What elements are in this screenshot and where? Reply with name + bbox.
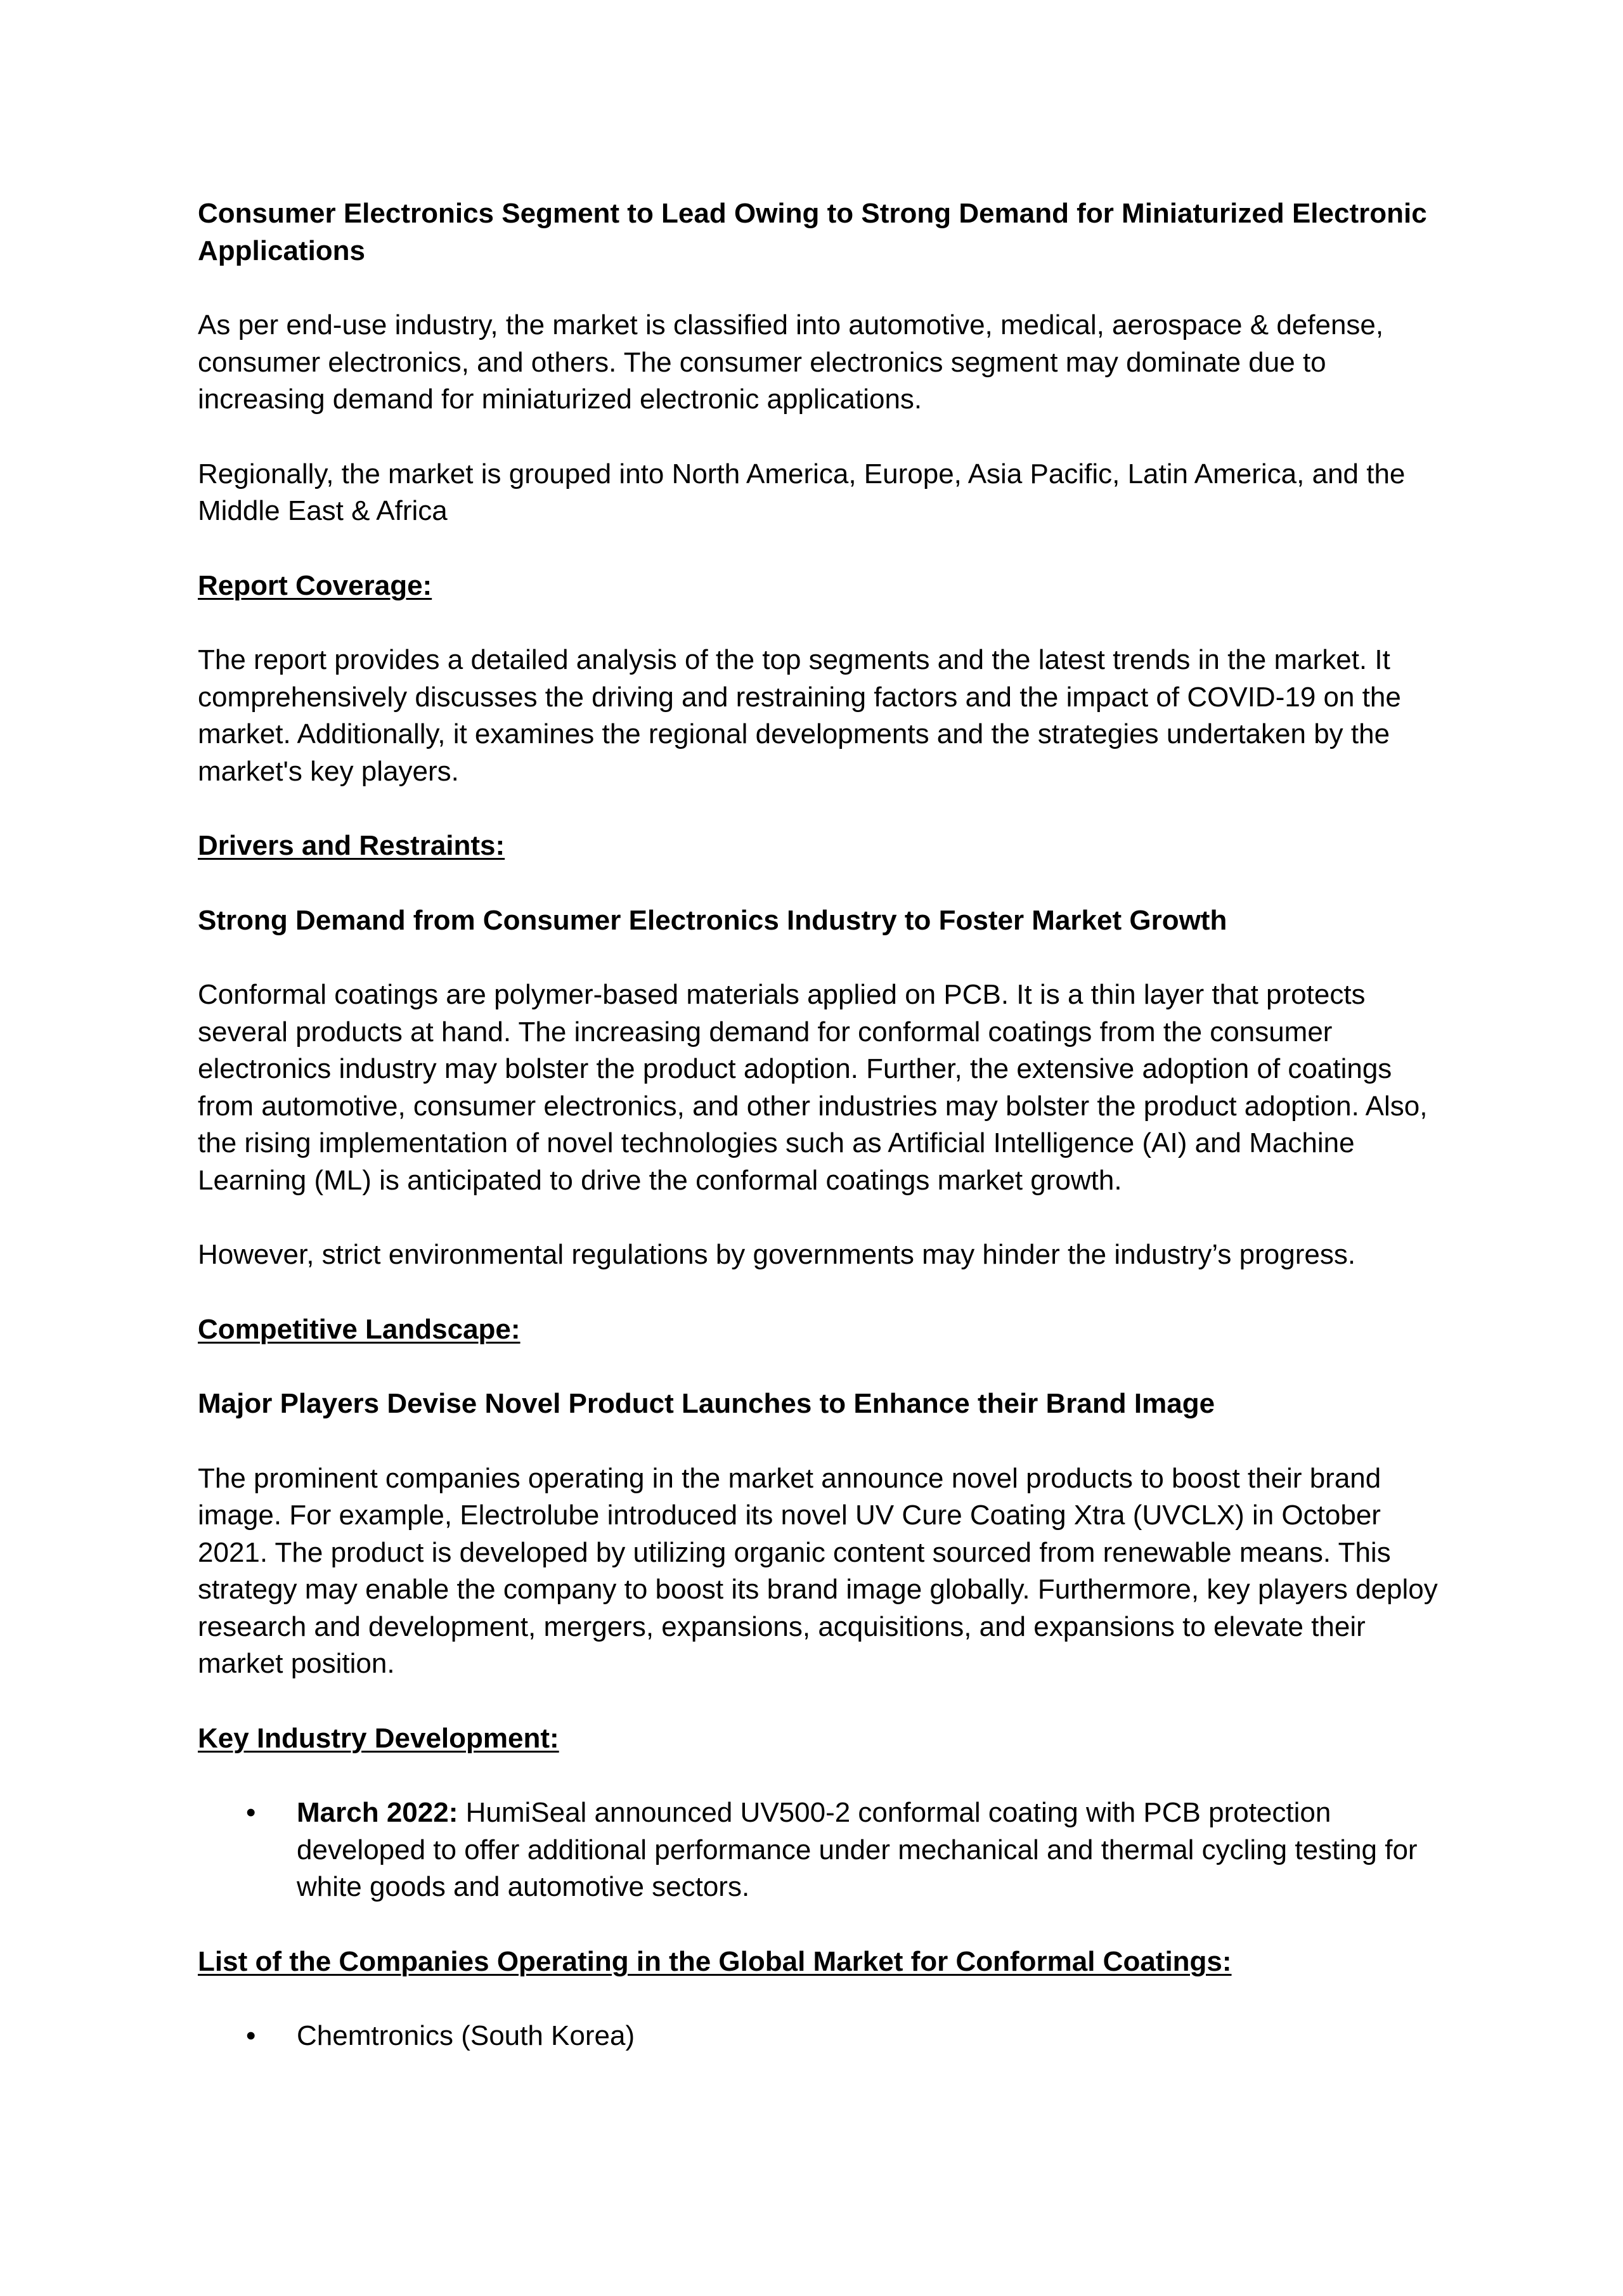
document-page [198, 195, 1447, 2092]
paragraph-report-coverage: The report provides a detailed analysis of the top segments and the latest trends in the market. It comprehensively discusses the driving and restraining factors and the impact of COVID-19 on the market. Additionally, it examines the regional developments and the strategies undertaken by the market's key players. [198, 644, 1401, 787]
section-heading-consumer-electronics: Consumer Electronics Segment to Lead Owing to Strong Demand for Miniaturized Electronic Applications [198, 198, 1427, 266]
subheading-drivers: Strong Demand from Consumer Electronics Industry to Foster Market Growth [198, 904, 1227, 936]
development-text: HumiSeal announced UV500-2 conformal coating with PCB protection developed to offer additional performance under mechanical and thermal cycling testing for white goods and automotive sectors. [297, 1797, 1418, 1902]
paragraph-drivers-2: However, strict environmental regulations by governments may hinder the industry’s progress. [198, 1239, 1356, 1270]
subheading-competitive: Major Players Devise Novel Product Launches to Enhance their Brand Image [198, 1388, 1215, 1419]
paragraph-drivers-1: Conformal coatings are polymer-based materials applied on PCB. It is a thin layer that protects several products at hand. The increasing demand for conformal coatings from the consumer electronics industry may bolster the product adoption. Further, the extensive adoption of coatings from automotive, consumer electronics, and other industries may bolster the product adoption. Also, the rising implementation of novel technologies such as Artificial Intelligence (AI) and Machine Learning (ML) is anticipated to drive the conformal coatings market growth. [198, 979, 1428, 1196]
heading-key-industry-development-text: Key Industry Development: [198, 1722, 559, 1754]
heading-drivers-restraints-text: Drivers and Restraints: [198, 830, 505, 861]
companies-list [198, 2018, 1447, 2055]
heading-companies-list [198, 1943, 1447, 1981]
heading-competitive-landscape [198, 1311, 1447, 1349]
heading-report-coverage [198, 568, 1447, 605]
heading-drivers-restraints [198, 827, 1447, 865]
paragraph-regional: Regionally, the market is grouped into North America, Europe, Asia Pacific, Latin America, and the Middle East & Africa [198, 458, 1406, 526]
list-item [198, 2018, 1447, 2055]
bullet-icon: • [246, 2020, 256, 2051]
bullet-icon: • [246, 1797, 256, 1828]
company-name: Chemtronics (South Korea) [297, 2020, 635, 2051]
heading-companies-list-text: List of the Companies Operating in the Global Market for Conformal Coatings: [198, 1945, 1232, 1977]
heading-competitive-landscape-text: Competitive Landscape: [198, 1313, 521, 1345]
development-date: March 2022: [297, 1797, 458, 1828]
paragraph-end-use-industry: As per end-use industry, the market is classified into automotive, medical, aerospace & defense, consumer electronics, and others. The consumer electronics segment may dominate due to increasing demand for miniaturized electronic applications. [198, 309, 1384, 415]
heading-key-industry-development [198, 1720, 1447, 1758]
paragraph-competitive: The prominent companies operating in the market announce novel products to boost their brand image. For example, Electrolube introduced its novel UV Cure Coating Xtra (UVCLX) in October 2021. The product is developed by utilizing organic content sourced from renewable means. This strategy may enable the company to boost its brand image globally. Furthermore, key players deploy research and development, mergers, expansions, acquisitions, and expansions to elevate their market position. [198, 1462, 1438, 1679]
heading-report-coverage-text: Report Coverage: [198, 569, 432, 601]
list-item [198, 1794, 1447, 1906]
key-development-list [198, 1794, 1447, 1906]
